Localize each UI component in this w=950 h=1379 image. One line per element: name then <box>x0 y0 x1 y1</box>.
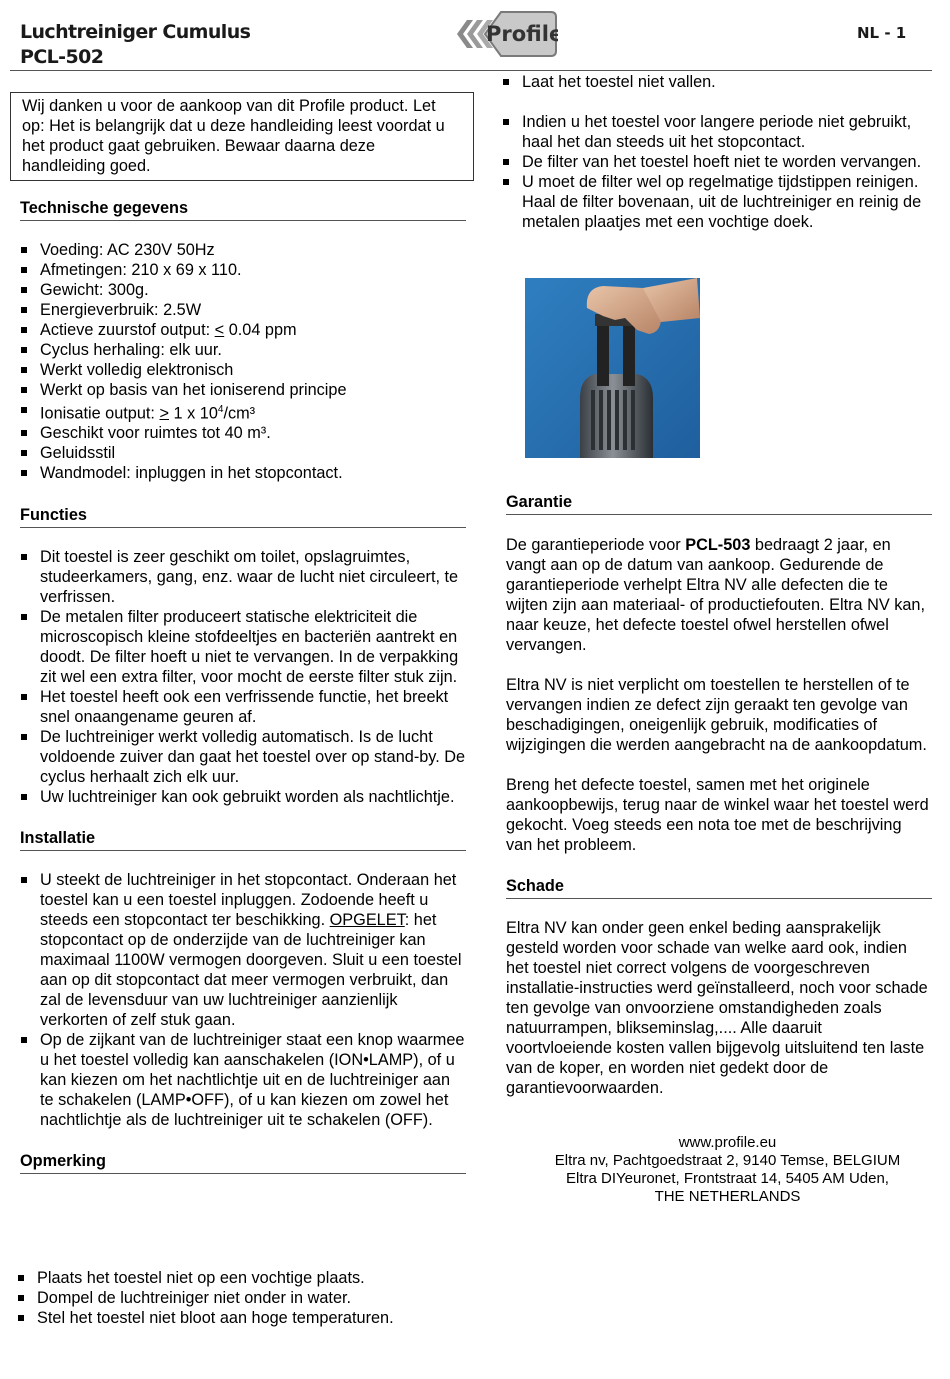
list-item: Stel het toestel niet bloot aan hoge temperaturen. <box>17 1308 467 1328</box>
list-item: Dompel de luchtreiniger niet onder in water. <box>17 1288 467 1308</box>
list-item: De metalen filter produceert statische elektriciteit die microscopisch kleine stofdeeltjes en bacteriën aantrekt en doodt. De filter hoeft u niet te vervangen. In de verpakking zit wel een extra filter, voor mocht de eerste filter stuk zijn. <box>20 607 466 687</box>
list-item: Indien u het toestel voor langere periode niet gebruikt, haal het dan steeds uit het stopcontact. <box>502 112 942 152</box>
section-heading-functions: Functies <box>20 505 466 528</box>
header-divider <box>10 70 932 71</box>
list-item: De filter van het toestel hoeft niet te worden vervangen. <box>502 152 942 172</box>
section-heading-installation: Installatie <box>20 828 466 851</box>
profile-logo <box>443 8 558 60</box>
list-item: Cyclus herhaling: elk uur. <box>20 340 466 360</box>
list-item: Wandmodel: inpluggen in het stopcontact. <box>20 463 466 483</box>
title-model-number: PCL-502 <box>20 46 104 68</box>
page-number: NL - 1 <box>857 24 907 42</box>
list-item: Het toestel heeft ook een verfrissende functie, het breekt snel onaangename geuren af. <box>20 687 466 727</box>
title-product-name: Luchtreiniger Cumulus <box>20 21 251 43</box>
company-footer <box>505 1134 950 1206</box>
website-link[interactable]: www.profile.eu <box>678 1134 777 1151</box>
damage-paragraph: Eltra NV kan onder geen enkel beding aansprakelijk gesteld worden voor schade van welke aard ook, indien het toestel niet correct volgens de voorgeschreven installatie-instructies werd geïnstalleerd, noch voor schade ten gevolge van onvoorziene omstandigheden zoals natuurrampen, blikseminslag,.... Alle daaruit voortvloeiende kosten vallen bijgevolg uitsluitend ten laste van de koper, en worden niet gedekt door de garantievoorwaarden. <box>506 919 928 1097</box>
address-netherlands-country: THE NETHERLANDS <box>654 1188 801 1205</box>
list-item: De luchtreiniger werkt volledig automatisch. Is de lucht voldoende zuiver dan gaat het toestel over op stand-by. De cyclus herhaalt zich elk uur. <box>20 727 466 787</box>
section-heading-remarks: Opmerking <box>20 1151 466 1174</box>
intro-notice: Wij danken u voor de aankoop van dit Profile product. Let op: Het is belangrijk dat u deze handleiding leest voordat u het product gaat gebruiken. Bewaar daarna deze handleiding goed. <box>10 92 474 181</box>
section-heading-warranty: Garantie <box>506 492 932 515</box>
document-title <box>20 20 250 70</box>
list-item: Afmetingen: 210 x 69 x 110. <box>20 260 466 280</box>
section-heading-technical: Technische gegevens <box>20 198 466 221</box>
technical-spec-list <box>20 240 466 483</box>
filter-removal-photo <box>525 278 700 458</box>
list-item: Geluidsstil <box>20 443 466 463</box>
list-item-installation-switch: Op de zijkant van de luchtreiniger staat een knop waarmee u het toestel volledig kan aanschakelen (ION•LAMP), of u kan kiezen om het nachtlichtje uit en de luchtreiniger aan te schakelen (LAMP•OFF), of u kan kiezen om zowel het nachtlichtje als de luchtreiniger uit te schakelen (OFF). <box>20 1030 466 1130</box>
list-item-installation-socket: U steekt de luchtreiniger in het stopcontact. Onderaan het toestel kan u een toestel inpluggen. Zodoende heeft u steeds een stopcontact ter beschikking. OPGELET: het stopcontact op de onderzijde van de luchtreiniger kan maximaal 1100W vermogen doorgeven. Sluit u een toestel aan op dit stopcontact dat meer vermogen verbruikt, dan zal de levensduur van uw luchtreiniger aanzienlijk verkorten of zelf stuk gaan. <box>20 870 466 1030</box>
list-item: Uw luchtreiniger kan ook gebruikt worden als nachtlichtje. <box>20 787 466 807</box>
list-item: Laat het toestel niet vallen. <box>502 72 942 92</box>
logo-wordmark: Profile <box>486 22 558 46</box>
list-item: Gewicht: 300g. <box>20 280 466 300</box>
functions-list <box>20 547 466 807</box>
warning-label: OPGELET <box>329 911 405 930</box>
list-item: Voeding: AC 230V 50Hz <box>20 240 466 260</box>
address-belgium: Eltra nv, Pachtgoedstraat 2, 9140 Temse, BELGIUM <box>554 1152 901 1169</box>
model-reference: PCL-503 <box>685 536 751 554</box>
list-item: Plaats het toestel niet op een vochtige plaats. <box>17 1268 467 1288</box>
section-heading-damage: Schade <box>506 876 932 899</box>
remarks-list <box>17 1268 467 1328</box>
remarks-list-continued <box>502 72 942 232</box>
left-column <box>20 198 466 1174</box>
warranty-paragraph-3: Breng het defecte toestel, samen met het originele aankoopbewijs, terug naar de winkel waar het toestel werd gekocht. Voeg steeds een nota toe met de beschrijving van het probleem. <box>506 776 929 854</box>
list-item: U moet de filter wel op regelmatige tijdstippen reinigen. Haal de filter bovenaan, uit de luchtreiniger en reinig de metalen plaatjes met een vochtige doek. <box>502 172 942 232</box>
list-item-ozone: Actieve zuurstof output: < 0.04 ppm <box>20 320 466 340</box>
list-item: Geschikt voor ruimtes tot 40 m³. <box>20 423 466 443</box>
list-item: Energieverbruik: 2.5W <box>20 300 466 320</box>
list-item: Werkt volledig elektronisch <box>20 360 466 380</box>
list-item: Werkt op basis van het ioniserend principe <box>20 380 466 400</box>
list-item-ionisation: Ionisatie output: > 1 x $10^4$/cm³ <box>20 400 466 423</box>
warranty-section <box>506 492 932 1098</box>
installation-list <box>20 870 466 1130</box>
warranty-paragraph-2: Eltra NV is niet verplicht om toestellen te herstellen of te vervangen indien ze defect zijn geraakt ten gevolge van beschadigingen, oneigenlijk gebruik, modificaties of wijzigingen die werden aangebracht na de aankoopdatum. <box>506 676 927 754</box>
warranty-paragraph-1: De garantieperiode voor PCL-503 bedraagt 2 jaar, en vangt aan op de datum van aankoop. Gedurende de garantieperiode verhelpt Eltra NV alle defecten die te wijten zijn aan materiaal- of productiefouten. Eltra NV kan, naar keuze, het defecte toestel ofwel herstellen ofwel vervangen. <box>506 536 926 654</box>
list-item: Dit toestel is zeer geschikt om toilet, opslagruimtes, studeerkamers, gang, enz. waar de lucht niet circuleert, te verfrissen. <box>20 547 466 607</box>
address-netherlands: Eltra DIYeuronet, Frontstraat 14, 5405 AM Uden, <box>566 1170 889 1187</box>
